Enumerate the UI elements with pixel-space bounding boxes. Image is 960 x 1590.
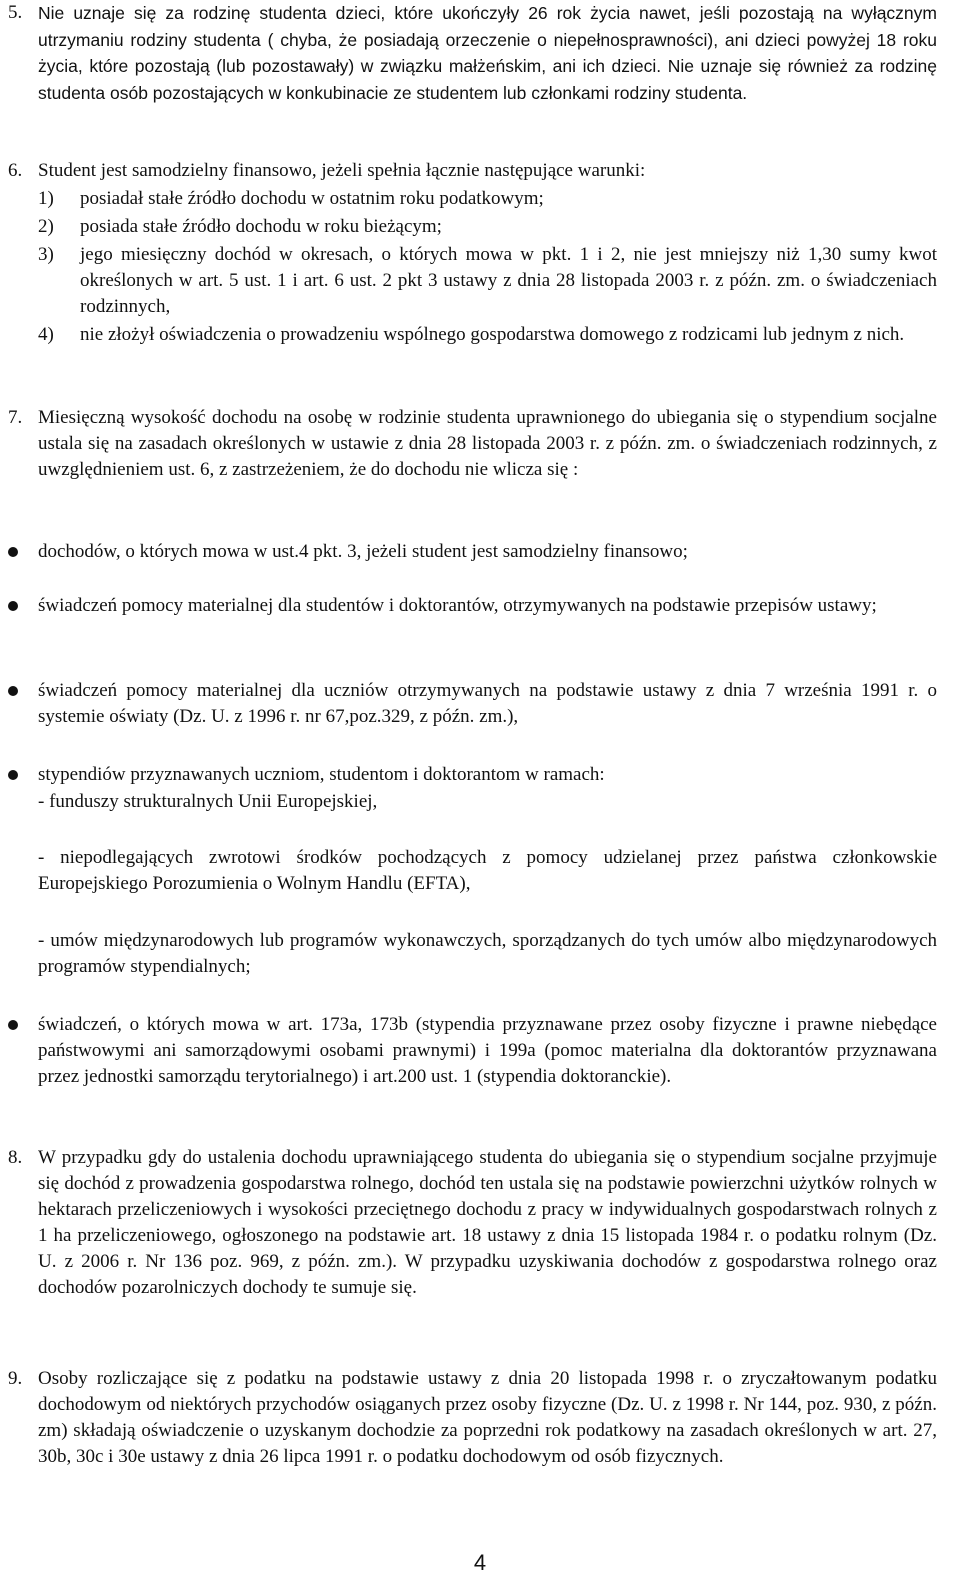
page-number: 4 <box>473 1550 487 1575</box>
list-item-number: 1) <box>38 188 54 209</box>
list-item-number: 4) <box>38 324 54 345</box>
bullet-icon <box>8 601 18 611</box>
section-9-text: Osoby rozliczające się z podatku na podstawie ustawy z dnia 20 listopada 1998 r. o zryczałtowanym podatku dochodowym od niektórych przychodów osiąganych przez osoby fizyczne (Dz. U. z 1998 r. Nr 144, poz. 930, z późn. zm) składają oświadczenie o uzyskanym dochodzie za poprzedni rok podatkowy na zasadach określonych w art. 27, 30b, 30c i 30e ustawy z dnia 26 lipca 1991 r. o podatku dochodowym od osób fizycznych. <box>38 1368 937 1467</box>
dash-item: - niepodlegających zwrotowi środków pochodzących z pomocy udzielanej przez państwa członkowskie Europejskiego Porozumienia o Wolnym Handlu (EFTA), <box>38 847 937 894</box>
section-7-text: Miesięczną wysokość dochodu na osobę w rodzinie studenta uprawnionego do ubiegania się o stypendium socjalne ustala się na zasadach określonych w ustawie z dnia 28 listopada 2003 r. z późn. zm. o świadczeniach rodzinnych, z uwzględnieniem ust. 6, z zastrzeżeniem, że do dochodu nie wlicza się : <box>38 407 937 480</box>
list-item <box>38 214 937 240</box>
list-item-text: posiadał stałe źródło dochodu w ostatnim roku podatkowym; <box>80 188 544 209</box>
bullet-icon <box>8 547 18 557</box>
bullet-icon <box>8 1020 18 1030</box>
section-6-intro: Student jest samodzielny finansowo, jeżeli spełnia łącznie następujące warunki: <box>38 160 646 181</box>
dash-item: - funduszy strukturalnych Unii Europejskiej, <box>38 791 378 812</box>
bullet-icon <box>8 686 18 696</box>
list-item <box>38 322 937 348</box>
list-item-number: 2) <box>38 216 54 237</box>
section-number: 7. <box>8 407 23 428</box>
list-item-text: jego miesięczny dochód w okresach, o których mowa w pkt. 1 i 2, nie jest mniejszy niż 1,30 sumy kwot określonych w art. 5 ust. 1 i art. 6 ust. 2 pkt 3 ustawy z dnia 28 listopada 2003 r. z późn. zm. o świadczeniach rodzinnych, <box>80 244 937 317</box>
list-item-text: nie złożył oświadczenia o prowadzeniu wspólnego gospodarstwa domowego z rodzicami lub jednym z nich. <box>80 324 905 345</box>
list-item <box>38 242 937 320</box>
section-number: 9. <box>8 1368 23 1389</box>
section-8-text: W przypadku gdy do ustalenia dochodu uprawniającego studenta do ubiegania się o stypendium socjalne przyjmuje się dochód z prowadzenia gospodarstwa rolnego, dochód ten ustala się na podstawie powierzchni użytków rolnych w hektarach przeliczeniowych i wysokości przeciętnego dochodu z pracy w indywidualnych gospodarstwach rolnych z 1 ha przeliczeniowego, ogłoszonego na podstawie art. 18 ustawy z dnia 15 listopada 1984 r. o podatku rolnym (Dz. U. z 2006 r. Nr 136 poz. 969, z późn. zm.). W przypadku uzyskiwania dochodów z gospodarstwa rolnego oraz dochodów pozarolniczych dochody te sumuje się. <box>38 1147 937 1298</box>
bullet-icon <box>8 770 18 780</box>
bullet-item: świadczeń pomocy materialnej dla uczniów otrzymywanych na podstawie ustawy z dnia 7 września 1991 r. o systemie oświaty (Dz. U. z 1996 r. nr 67,poz.329, z późn. zm.), <box>38 680 937 727</box>
list-item <box>38 186 937 212</box>
list-item-text: posiada stałe źródło dochodu w roku bieżącym; <box>80 216 442 237</box>
section-number: 5. <box>8 2 23 23</box>
section-5-text: Nie uznaje się za rodzinę studenta dzieci, które ukończyły 26 rok życia nawet, jeśli pozostają na wyłącznym utrzymaniu rodziny studenta ( chyba, że posiadają orzeczenie o niepełnosprawności), ani dzieci powyżej 18 roku życia, które pozostają (lub pozostawały) w związku małżeńskim, ani ich dzieci. Nie uznaje się również za rodzinę studenta osób pozostających w konkubinacie ze studentem lub członkami rodziny studenta. <box>38 3 937 103</box>
bullet-item: świadczeń pomocy materialnej dla studentów i doktorantów, otrzymywanych na podstawie przepisów ustawy; <box>38 595 877 616</box>
bullet-item: dochodów, o których mowa w ust.4 pkt. 3, jeżeli student jest samodzielny finansowo; <box>38 541 688 562</box>
list-item-number: 3) <box>38 244 54 265</box>
dash-item: - umów międzynarodowych lub programów wykonawczych, sporządzanych do tych umów albo międzynarodowych programów stypendialnych; <box>38 930 937 977</box>
bullet-item: stypendiów przyznawanych uczniom, studentom i doktorantom w ramach: <box>38 764 605 785</box>
section-number: 6. <box>8 160 23 181</box>
bullet-item: świadczeń, o których mowa w art. 173a, 173b (stypendia przyznawane przez osoby fizyczne i prawne niebędące państwowymi ani samorządowymi osobami prawnymi) i 199a (pomoc materialna dla doktorantów przyznawana przez jednostki samorządu terytorialnego) i art.200 ust. 1 (stypendia doktoranckie). <box>38 1014 937 1087</box>
section-number: 8. <box>8 1147 23 1168</box>
